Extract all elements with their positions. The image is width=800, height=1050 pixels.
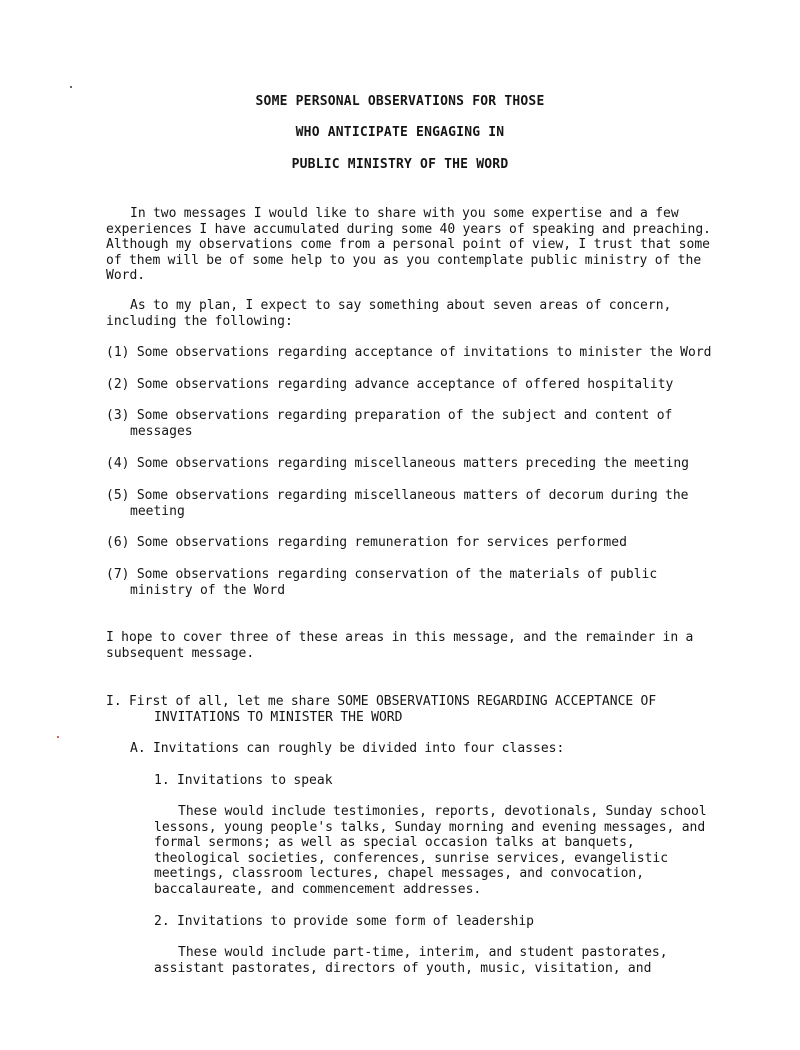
- title-line-2: WHO ANTICIPATE ENGAGING IN: [295, 125, 505, 140]
- list-item: [106, 456, 720, 472]
- plan-text: As to my plan, I expect to say something about seven areas of concern, including the following:: [106, 298, 672, 329]
- item-heading: [154, 914, 720, 930]
- subsection-number: A.: [130, 741, 146, 756]
- list-text: Some observations regarding remuneration for services performed: [136, 535, 627, 550]
- hope-paragraph: [106, 630, 720, 661]
- plan-paragraph: [106, 298, 720, 329]
- subsection-text: Invitations can roughly be divided into four classes:: [152, 741, 565, 756]
- list-text: Some observations regarding preparation of the subject and content of messages: [130, 408, 673, 439]
- section-number: I.: [106, 694, 122, 709]
- item-heading-text: Invitations to provide some form of leadership: [176, 914, 535, 929]
- list-text: Some observations regarding conservation of the materials of public ministry of the Word: [130, 567, 658, 598]
- scan-speck: [70, 86, 72, 88]
- list-item: [106, 377, 720, 393]
- list-text: Some observations regarding miscellaneous matters preceding the meeting: [136, 456, 690, 471]
- list-item: [106, 488, 720, 519]
- item-number: 1.: [154, 773, 170, 788]
- intro-text: In two messages I would like to share with you some expertise and a few experiences I have accumulated during some 40 years of speaking and preaching. Although my observations come from a personal point of view, I trust that some of them will be of some help to you as you contemplate public ministry of the Word.: [106, 206, 711, 283]
- item-number: 2.: [154, 914, 170, 929]
- item-body: [154, 945, 720, 976]
- list-number: (6): [106, 535, 130, 550]
- list-text: Some observations regarding acceptance of invitations to minister the Word: [136, 345, 712, 360]
- section-text: First of all, let me share SOME OBSERVATIONS REGARDING ACCEPTANCE OF INVITATIONS TO MINISTER THE WORD: [128, 694, 657, 725]
- list-number: (5): [106, 488, 130, 503]
- list-item: [106, 408, 720, 439]
- list-item: [106, 567, 696, 598]
- list-number: (1): [106, 345, 130, 360]
- subsection-heading: [130, 741, 720, 757]
- list-item: [106, 345, 720, 361]
- section-heading: [106, 694, 720, 725]
- item-heading-text: Invitations to speak: [176, 773, 333, 788]
- list-number: (3): [106, 408, 130, 423]
- list-number: (7): [106, 567, 130, 582]
- title-line-3: PUBLIC MINISTRY OF THE WORD: [291, 157, 509, 172]
- list-text: Some observations regarding advance acceptance of offered hospitality: [136, 377, 674, 392]
- title-line-1: SOME PERSONAL OBSERVATIONS FOR THOSE: [255, 94, 545, 109]
- scan-speck-red: [57, 736, 59, 738]
- item-heading: [154, 773, 720, 789]
- hope-text: I hope to cover three of these areas in this message, and the remainder in a subsequent message.: [106, 630, 694, 661]
- list-item: [106, 535, 720, 551]
- item-body-text: These would include testimonies, reports, devotionals, Sunday school lessons, young people's talks, Sunday morning and evening messages, and formal sermons; as well as special occasion talks at banquets, theological societies, conferences, sunrise services, evangelistic meetings, classroom lectures, chapel messages, and convocation, baccalaureate, and commencement addresses.: [154, 804, 707, 897]
- item-body: [154, 804, 720, 897]
- list-text: Some observations regarding miscellaneous matters of decorum during the meeting: [130, 488, 689, 519]
- list-number: (2): [106, 377, 130, 392]
- item-body-text: These would include part-time, interim, and student pastorates, assistant pastorates, directors of youth, music, visitation, and: [154, 945, 668, 976]
- list-number: (4): [106, 456, 130, 471]
- intro-paragraph: [106, 206, 720, 284]
